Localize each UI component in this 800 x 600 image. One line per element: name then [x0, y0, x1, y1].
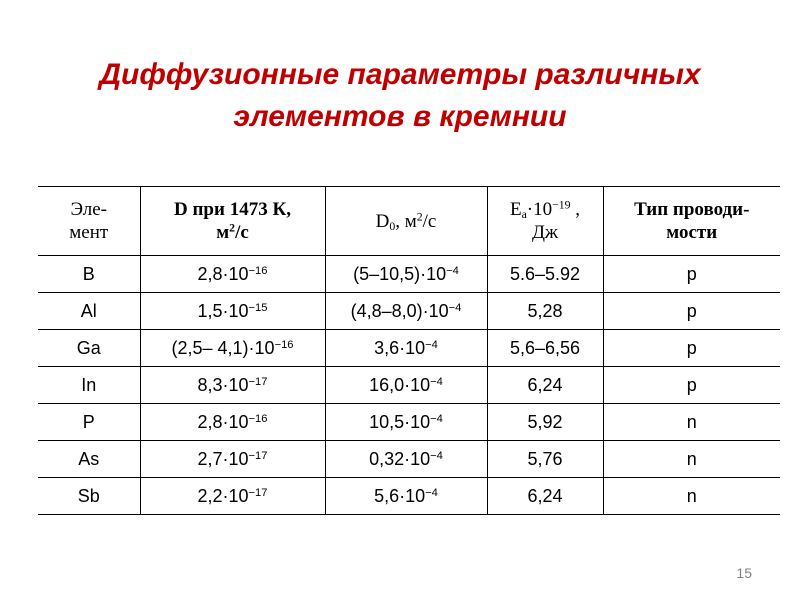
cell-d-at-1473k: $2,8\cdot 10^{-16}$: [140, 404, 325, 441]
cell-element: As: [38, 441, 140, 478]
cell-activation-energy: 5.6–5.92: [487, 256, 603, 293]
cell-d0: $10,5\cdot 10^{-4}$: [325, 404, 487, 441]
cell-conductivity-type: p: [603, 330, 780, 367]
cell-activation-energy: 5,76: [487, 441, 603, 478]
diffusion-parameters-table: [38, 186, 780, 515]
cell-activation-energy: 5,6–6,56: [487, 330, 603, 367]
cell-d-at-1473k: (2,5– $4,1)\cdot 10^{-16}$: [140, 330, 325, 367]
cell-element: P: [38, 404, 140, 441]
cell-d-at-1473k: $2,8\cdot 10^{-16}$: [140, 256, 325, 293]
cell-d-at-1473k: $8,3\cdot 10^{-17}$: [140, 367, 325, 404]
cell-d0: $0,32\cdot 10^{-4}$: [325, 441, 487, 478]
table-row: [38, 330, 780, 367]
slide-title-line-2: элементов в кремнии: [233, 100, 567, 133]
slide-title-line-1: Диффузионные параметры различных: [99, 58, 701, 91]
cell-d-at-1473k: $1,5\cdot 10^{-15}$: [140, 293, 325, 330]
cell-activation-energy: 6,24: [487, 478, 603, 515]
cell-conductivity-type: p: [603, 293, 780, 330]
cell-element: Al: [38, 293, 140, 330]
table-row: [38, 404, 780, 441]
header-d0: $D_0$, $м^2/с$: [325, 187, 487, 256]
table-row: [38, 256, 780, 293]
table-header-row: [38, 187, 780, 256]
cell-d0: $(4,8-8,0)\cdot 10^{-4}$: [325, 293, 487, 330]
table-row: [38, 367, 780, 404]
table-row: [38, 478, 780, 515]
cell-d0: $16,0\cdot 10^{-4}$: [325, 367, 487, 404]
cell-activation-energy: 5,28: [487, 293, 603, 330]
slide-title: [40, 54, 760, 138]
cell-d-at-1473k: $2,2\cdot 10^{-17}$: [140, 478, 325, 515]
cell-element: Sb: [38, 478, 140, 515]
table-row: [38, 293, 780, 330]
cell-conductivity-type: p: [603, 256, 780, 293]
cell-element: B: [38, 256, 140, 293]
cell-activation-energy: 5,92: [487, 404, 603, 441]
cell-d-at-1473k: $2,7\cdot 10^{-17}$: [140, 441, 325, 478]
cell-d0: $(5-10,5)\cdot 10^{-4}$: [325, 256, 487, 293]
header-d-at-1473k: D при 1473 К, $м^2/с$: [140, 187, 325, 256]
cell-activation-energy: 6,24: [487, 367, 603, 404]
cell-d0: $3,6\cdot 10^{-4}$: [325, 330, 487, 367]
page-number: 15: [736, 565, 752, 581]
cell-conductivity-type: n: [603, 478, 780, 515]
header-element: Эле- мент: [38, 187, 140, 256]
header-conductivity-type: Тип проводи- мости: [603, 187, 780, 256]
cell-element: In: [38, 367, 140, 404]
header-activation-energy: $E_a\cdot 10^{-19}$ , Дж: [487, 187, 603, 256]
table-row: [38, 441, 780, 478]
cell-conductivity-type: p: [603, 367, 780, 404]
cell-element: Ga: [38, 330, 140, 367]
cell-conductivity-type: n: [603, 404, 780, 441]
cell-conductivity-type: n: [603, 441, 780, 478]
cell-d0: $5,6\cdot 10^{-4}$: [325, 478, 487, 515]
